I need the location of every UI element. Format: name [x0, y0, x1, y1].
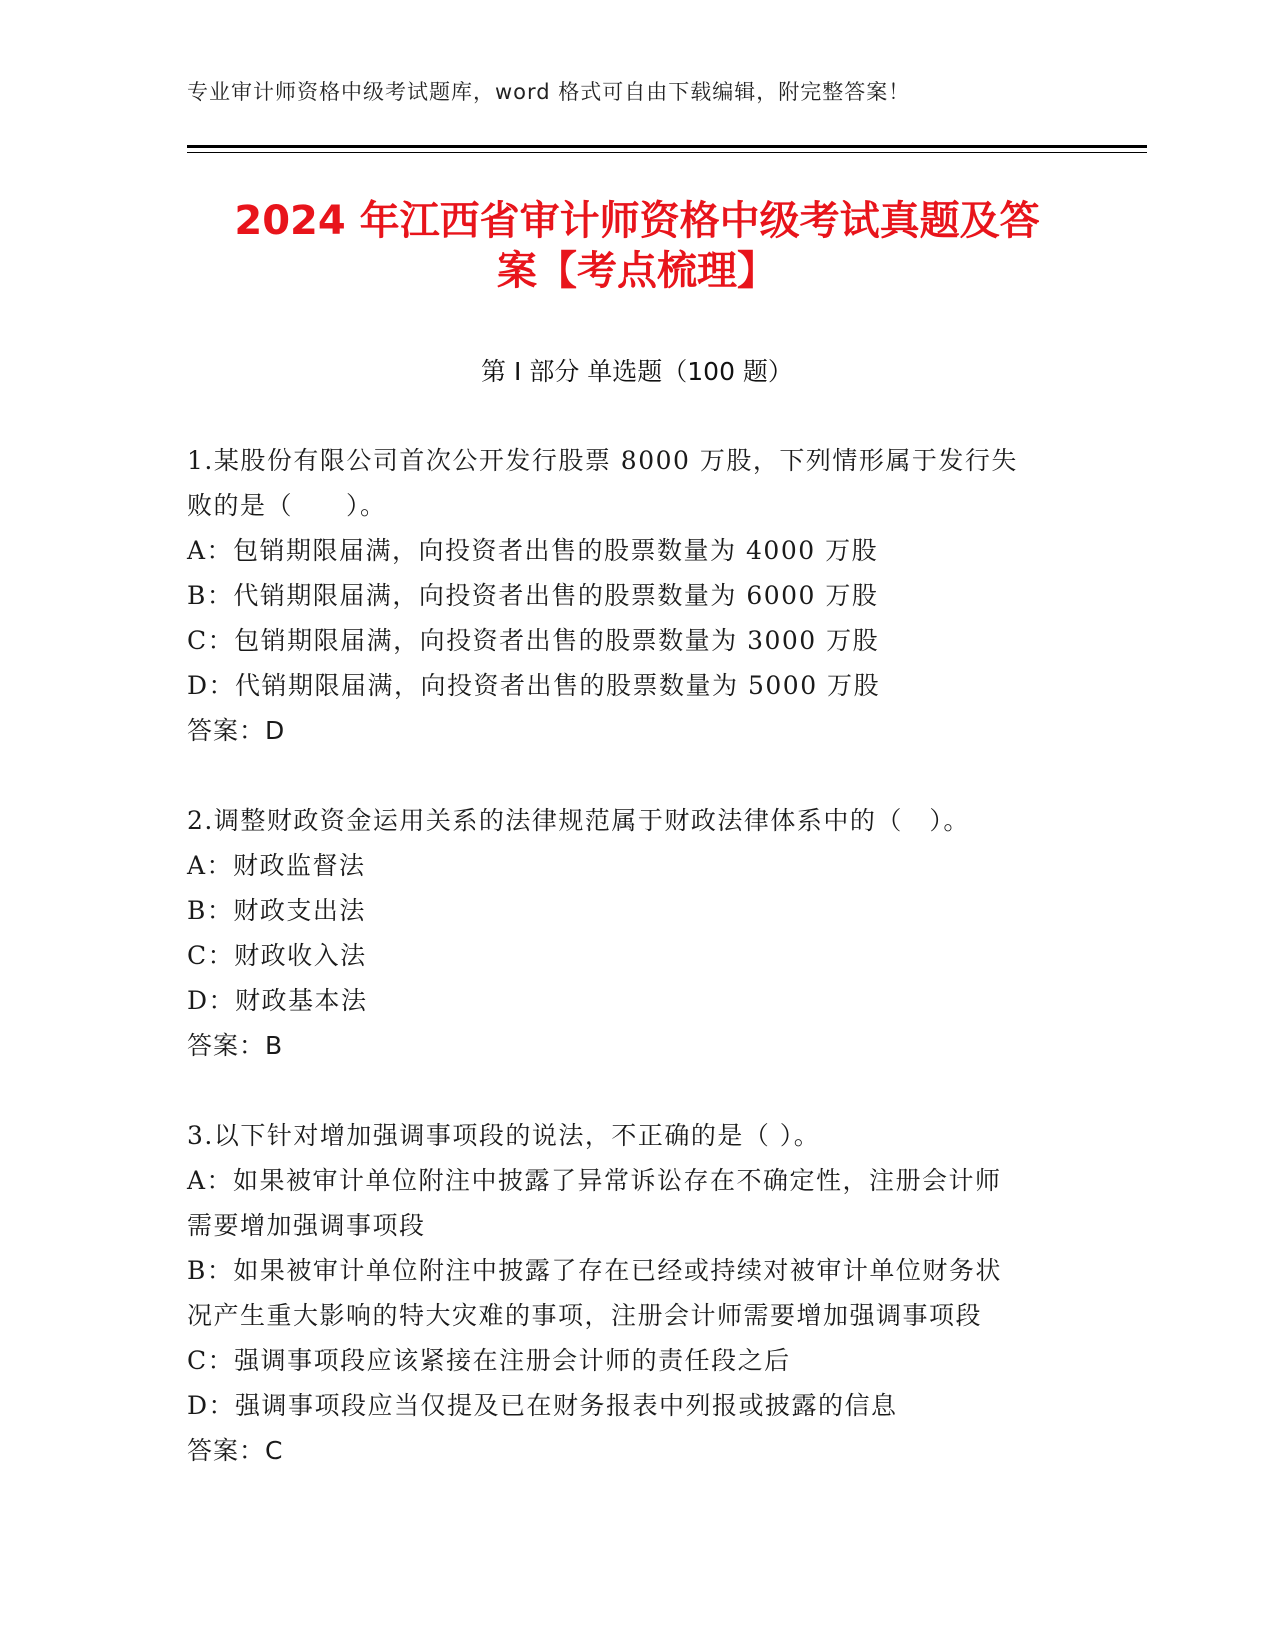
option-c: C：财政收入法 — [187, 941, 367, 970]
answer: 答案：C — [187, 1436, 284, 1465]
option-a: A：包销期限届满，向投资者出售的股票数量为 4000 万股 — [187, 536, 879, 565]
question-2 — [187, 798, 1087, 1068]
title-line-1: 2024 年江西省审计师资格中级考试真题及答 — [234, 198, 1040, 244]
option-d: D：代销期限届满，向投资者出售的股票数量为 5000 万股 — [187, 671, 881, 700]
option-b: B：财政支出法 — [187, 896, 366, 925]
header-rule-thin — [187, 152, 1147, 153]
section-heading: 第 I 部分 单选题（100 题） — [481, 357, 793, 386]
question-stem: 2.调整财政资金运用关系的法律规范属于财政法律体系中的（ ）。 — [187, 806, 970, 835]
question-1 — [187, 438, 1087, 753]
option-a: A：财政监督法 — [187, 851, 366, 880]
header-note: 专业审计师资格中级考试题库，word 格式可自由下载编辑，附完整答案！ — [187, 80, 911, 104]
question-list — [187, 438, 1087, 1518]
option-d: D：财政基本法 — [187, 986, 368, 1015]
option-c: C：包销期限届满，向投资者出售的股票数量为 3000 万股 — [187, 626, 880, 655]
document-title — [187, 196, 1087, 296]
option-b: B：代销期限届满，向投资者出售的股票数量为 6000 万股 — [187, 581, 879, 610]
option-a-continued: 需要增加强调事项段 — [187, 1211, 426, 1240]
question-stem: 3.以下针对增加强调事项段的说法，不正确的是（ ）。 — [187, 1121, 821, 1150]
answer: 答案：B — [187, 1031, 284, 1060]
question-3 — [187, 1113, 1087, 1473]
option-d: D：强调事项段应当仅提及已在财务报表中列报或披露的信息 — [187, 1391, 898, 1420]
option-c: C：强调事项段应该紧接在注册会计师的责任段之后 — [187, 1346, 791, 1375]
question-stem: 1.某股份有限公司首次公开发行股票 8000 万股，下列情形属于发行失 — [187, 446, 1018, 475]
option-a: A：如果被审计单位附注中披露了异常诉讼存在不确定性，注册会计师 — [187, 1166, 1002, 1195]
title-line-2: 案【考点梳理】 — [497, 248, 777, 294]
question-stem: 败的是（ ）。 — [187, 491, 387, 520]
option-b: B：如果被审计单位附注中披露了存在已经或持续对被审计单位财务状 — [187, 1256, 1002, 1285]
header-rule-thick — [187, 145, 1147, 148]
option-b-continued: 况产生重大影响的特大灾难的事项，注册会计师需要增加强调事项段 — [187, 1301, 983, 1330]
answer: 答案：D — [187, 716, 286, 745]
